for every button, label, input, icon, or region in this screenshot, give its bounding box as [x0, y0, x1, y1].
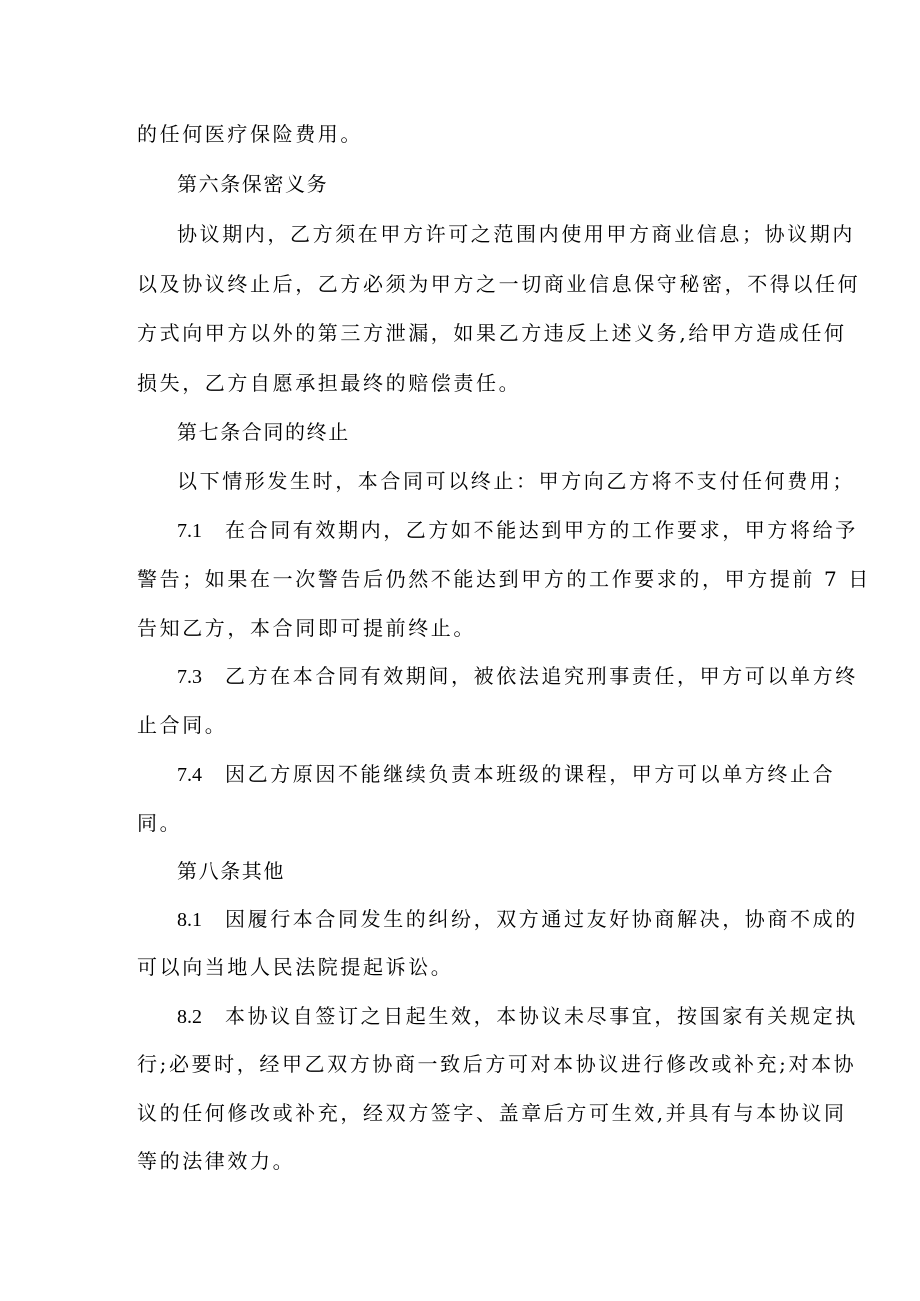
- article-heading-6: 第六条保密义务: [177, 172, 329, 196]
- clause-text: 本协议自签订之日起生效，本协议未尽事宜，按国家有关规定执: [225, 1004, 858, 1028]
- clause-text: 在合同有效期内，乙方如不能达到甲方的工作要求，甲方将给予: [225, 518, 858, 542]
- paragraph-line: 方式向甲方以外的第三方泄漏，如果乙方违反上述义务,给甲方造成任何: [137, 321, 847, 345]
- clause-number: 8.1: [177, 909, 202, 931]
- paragraph-line: 的任何医疗保险费用。: [137, 122, 363, 146]
- article-heading-8: 第八条其他: [177, 859, 285, 883]
- paragraph-line: 可以向当地人民法院提起诉讼。: [137, 955, 454, 979]
- clause-7-1: [177, 516, 858, 545]
- clause-7-3: [177, 662, 858, 691]
- paragraph-line: 止合同。: [137, 713, 228, 737]
- paragraph-line: 以及协议终止后，乙方必须为甲方之一切商业信息保守秘密，不得以任何: [137, 272, 861, 296]
- paragraph-line: 议的任何修改或补充，经双方签字、盖章后方可生效,并具有与本协议同: [137, 1101, 847, 1125]
- paragraph-line: 协议期内，乙方须在甲方许可之范围内使用甲方商业信息；协议期内: [177, 222, 855, 246]
- paragraph-line: 等的法律效力。: [137, 1149, 296, 1173]
- clause-number: 8.2: [177, 1006, 202, 1028]
- clause-number: 7.3: [177, 666, 202, 688]
- paragraph-line: 同。: [137, 811, 183, 835]
- clause-8-2: [177, 1002, 858, 1031]
- article-heading-7: 第七条合同的终止: [177, 420, 350, 444]
- clause-text: 乙方在本合同有效期间，被依法追究刑事责任，甲方可以单方终: [225, 664, 858, 688]
- clause-number: 7.1: [177, 520, 202, 542]
- clause-text: 因履行本合同发生的纠纷，双方通过友好协商解决，协商不成的: [225, 907, 858, 931]
- paragraph-line: 警告；如果在一次警告后仍然不能达到甲方的工作要求的，甲方提前 7 日: [137, 567, 871, 591]
- paragraph-line: 以下情形发生时，本合同可以终止：甲方向乙方将不支付任何费用；: [177, 469, 855, 493]
- clause-number: 7.4: [177, 764, 202, 786]
- paragraph-line: 损失，乙方自愿承担最终的赔偿责任。: [137, 371, 522, 395]
- paragraph-line: 行;必要时，经甲乙双方协商一致后方可对本协议进行修改或补充;对本协: [137, 1052, 857, 1076]
- clause-8-1: [177, 905, 858, 934]
- paragraph-line: 告知乙方，本合同即可提前终止。: [137, 616, 476, 640]
- clause-text: 因乙方原因不能继续负责本班级的课程，甲方可以单方终止合: [225, 762, 836, 786]
- clause-7-4: [177, 760, 835, 789]
